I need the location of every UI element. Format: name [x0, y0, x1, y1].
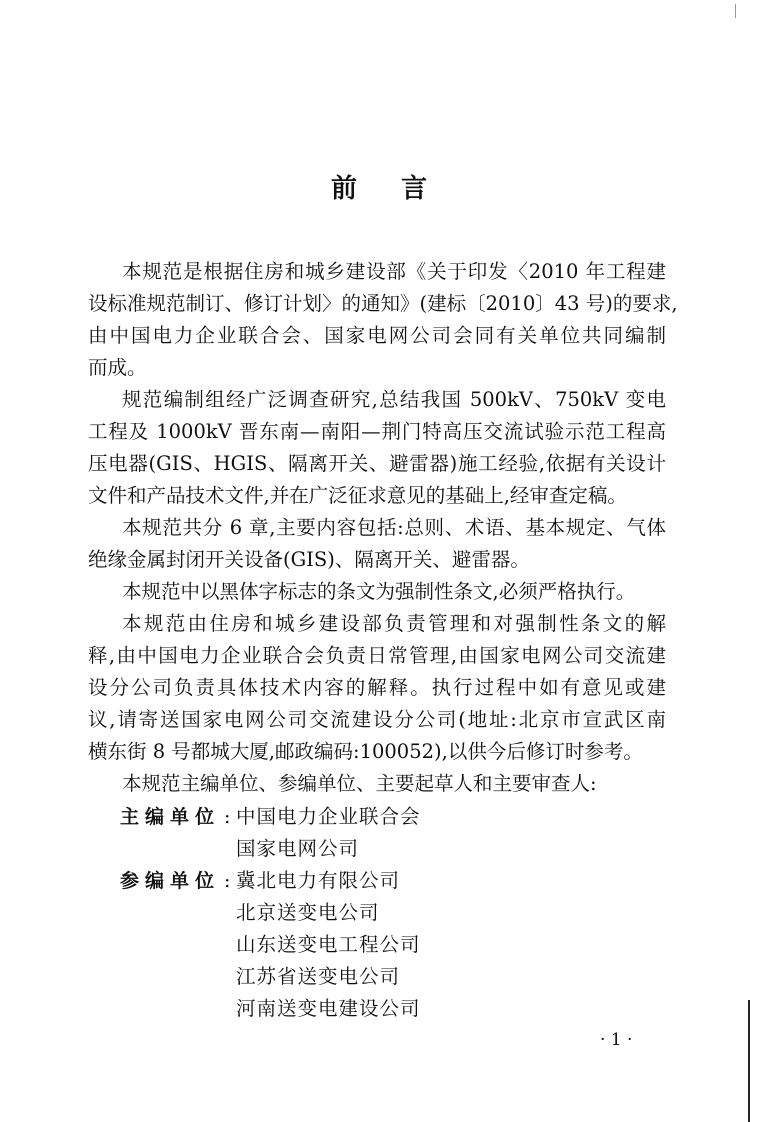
chief-unit-row — [120, 805, 421, 829]
page-title: 前言 — [330, 174, 471, 204]
paragraph-line: 本规范主编单位、参编单位、主要起草人和主要审查人: — [122, 772, 597, 795]
participant-label: 参编单位 — [120, 870, 221, 892]
paragraph-line: 释,由中国电力企业联合会负责日常管理,由国家电网公司交流建 — [88, 644, 666, 667]
paragraph-line: 本规范由住房和城乡建设部负责管理和对强制性条文的解 — [122, 612, 666, 635]
paragraph-line: 设分公司负责具体技术内容的解释。执行过程中如有意见或建 — [88, 676, 666, 699]
chief-unit-row — [120, 837, 359, 861]
colon: : — [224, 870, 231, 892]
participant-unit: 山东送变电工程公司 — [236, 933, 421, 956]
paragraph-line: 规范编制组经广泛调查研究,总结我国 500kV、750kV 变电 — [122, 388, 666, 411]
chief-unit: 中国电力企业联合会 — [236, 805, 421, 828]
participant-unit: 北京送变电公司 — [236, 901, 380, 924]
participant-unit-row — [120, 933, 421, 957]
participant-unit-row — [120, 869, 400, 893]
chief-unit: 国家电网公司 — [236, 837, 360, 860]
paragraph-line: 绝缘金属封闭开关设备(GIS)、隔离开关、避雷器。 — [88, 548, 530, 571]
paragraph-line: 本规范中以黑体字标志的条文为强制性条文,必须严格执行。 — [122, 580, 636, 603]
participant-unit-row — [120, 965, 400, 989]
paragraph-line: 本规范是根据住房和城乡建设部《关于印发〈2010 年工程建 — [122, 260, 666, 283]
page-edge-line — [748, 1000, 750, 1122]
paragraph-line: 设标准规范制订、修订计划〉的通知》(建标〔2010〕43 号)的要求, — [88, 292, 678, 315]
colon: : — [224, 806, 231, 828]
participant-unit-row — [120, 901, 380, 925]
paragraph-line: 而成。 — [88, 356, 147, 379]
page-edge-mark — [735, 4, 736, 18]
participant-unit-row — [120, 997, 421, 1021]
paragraph-line: 压电器(GIS、HGIS、隔离开关、避雷器)施工经验,依据有关设计 — [88, 452, 666, 475]
paragraph-line: 横东街 8 号都城大厦,邮政编码:100052),以供今后修订时参考。 — [88, 740, 643, 763]
participant-unit: 冀北电力有限公司 — [236, 869, 401, 892]
paragraph-line: 由中国电力企业联合会、国家电网公司会同有关单位共同编制 — [88, 324, 666, 347]
paragraph-line: 本规范共分 6 章,主要内容包括:总则、术语、基本规定、气体 — [122, 516, 666, 539]
paragraph-line: 工程及 1000kV 晋东南—南阳—荆门特高压交流试验示范工程高 — [88, 420, 666, 443]
participant-unit: 江苏省送变电公司 — [236, 965, 401, 988]
paragraph-line: 议,请寄送国家电网公司交流建设分公司(地址:北京市宣武区南 — [88, 708, 666, 731]
paragraph-line: 文件和产品技术文件,并在广泛征求意见的基础上,经审查定稿。 — [88, 484, 627, 507]
chief-editor-label: 主编单位 — [120, 806, 221, 828]
participant-unit: 河南送变电建设公司 — [236, 997, 421, 1020]
page-number: · 1 · — [600, 1030, 633, 1050]
